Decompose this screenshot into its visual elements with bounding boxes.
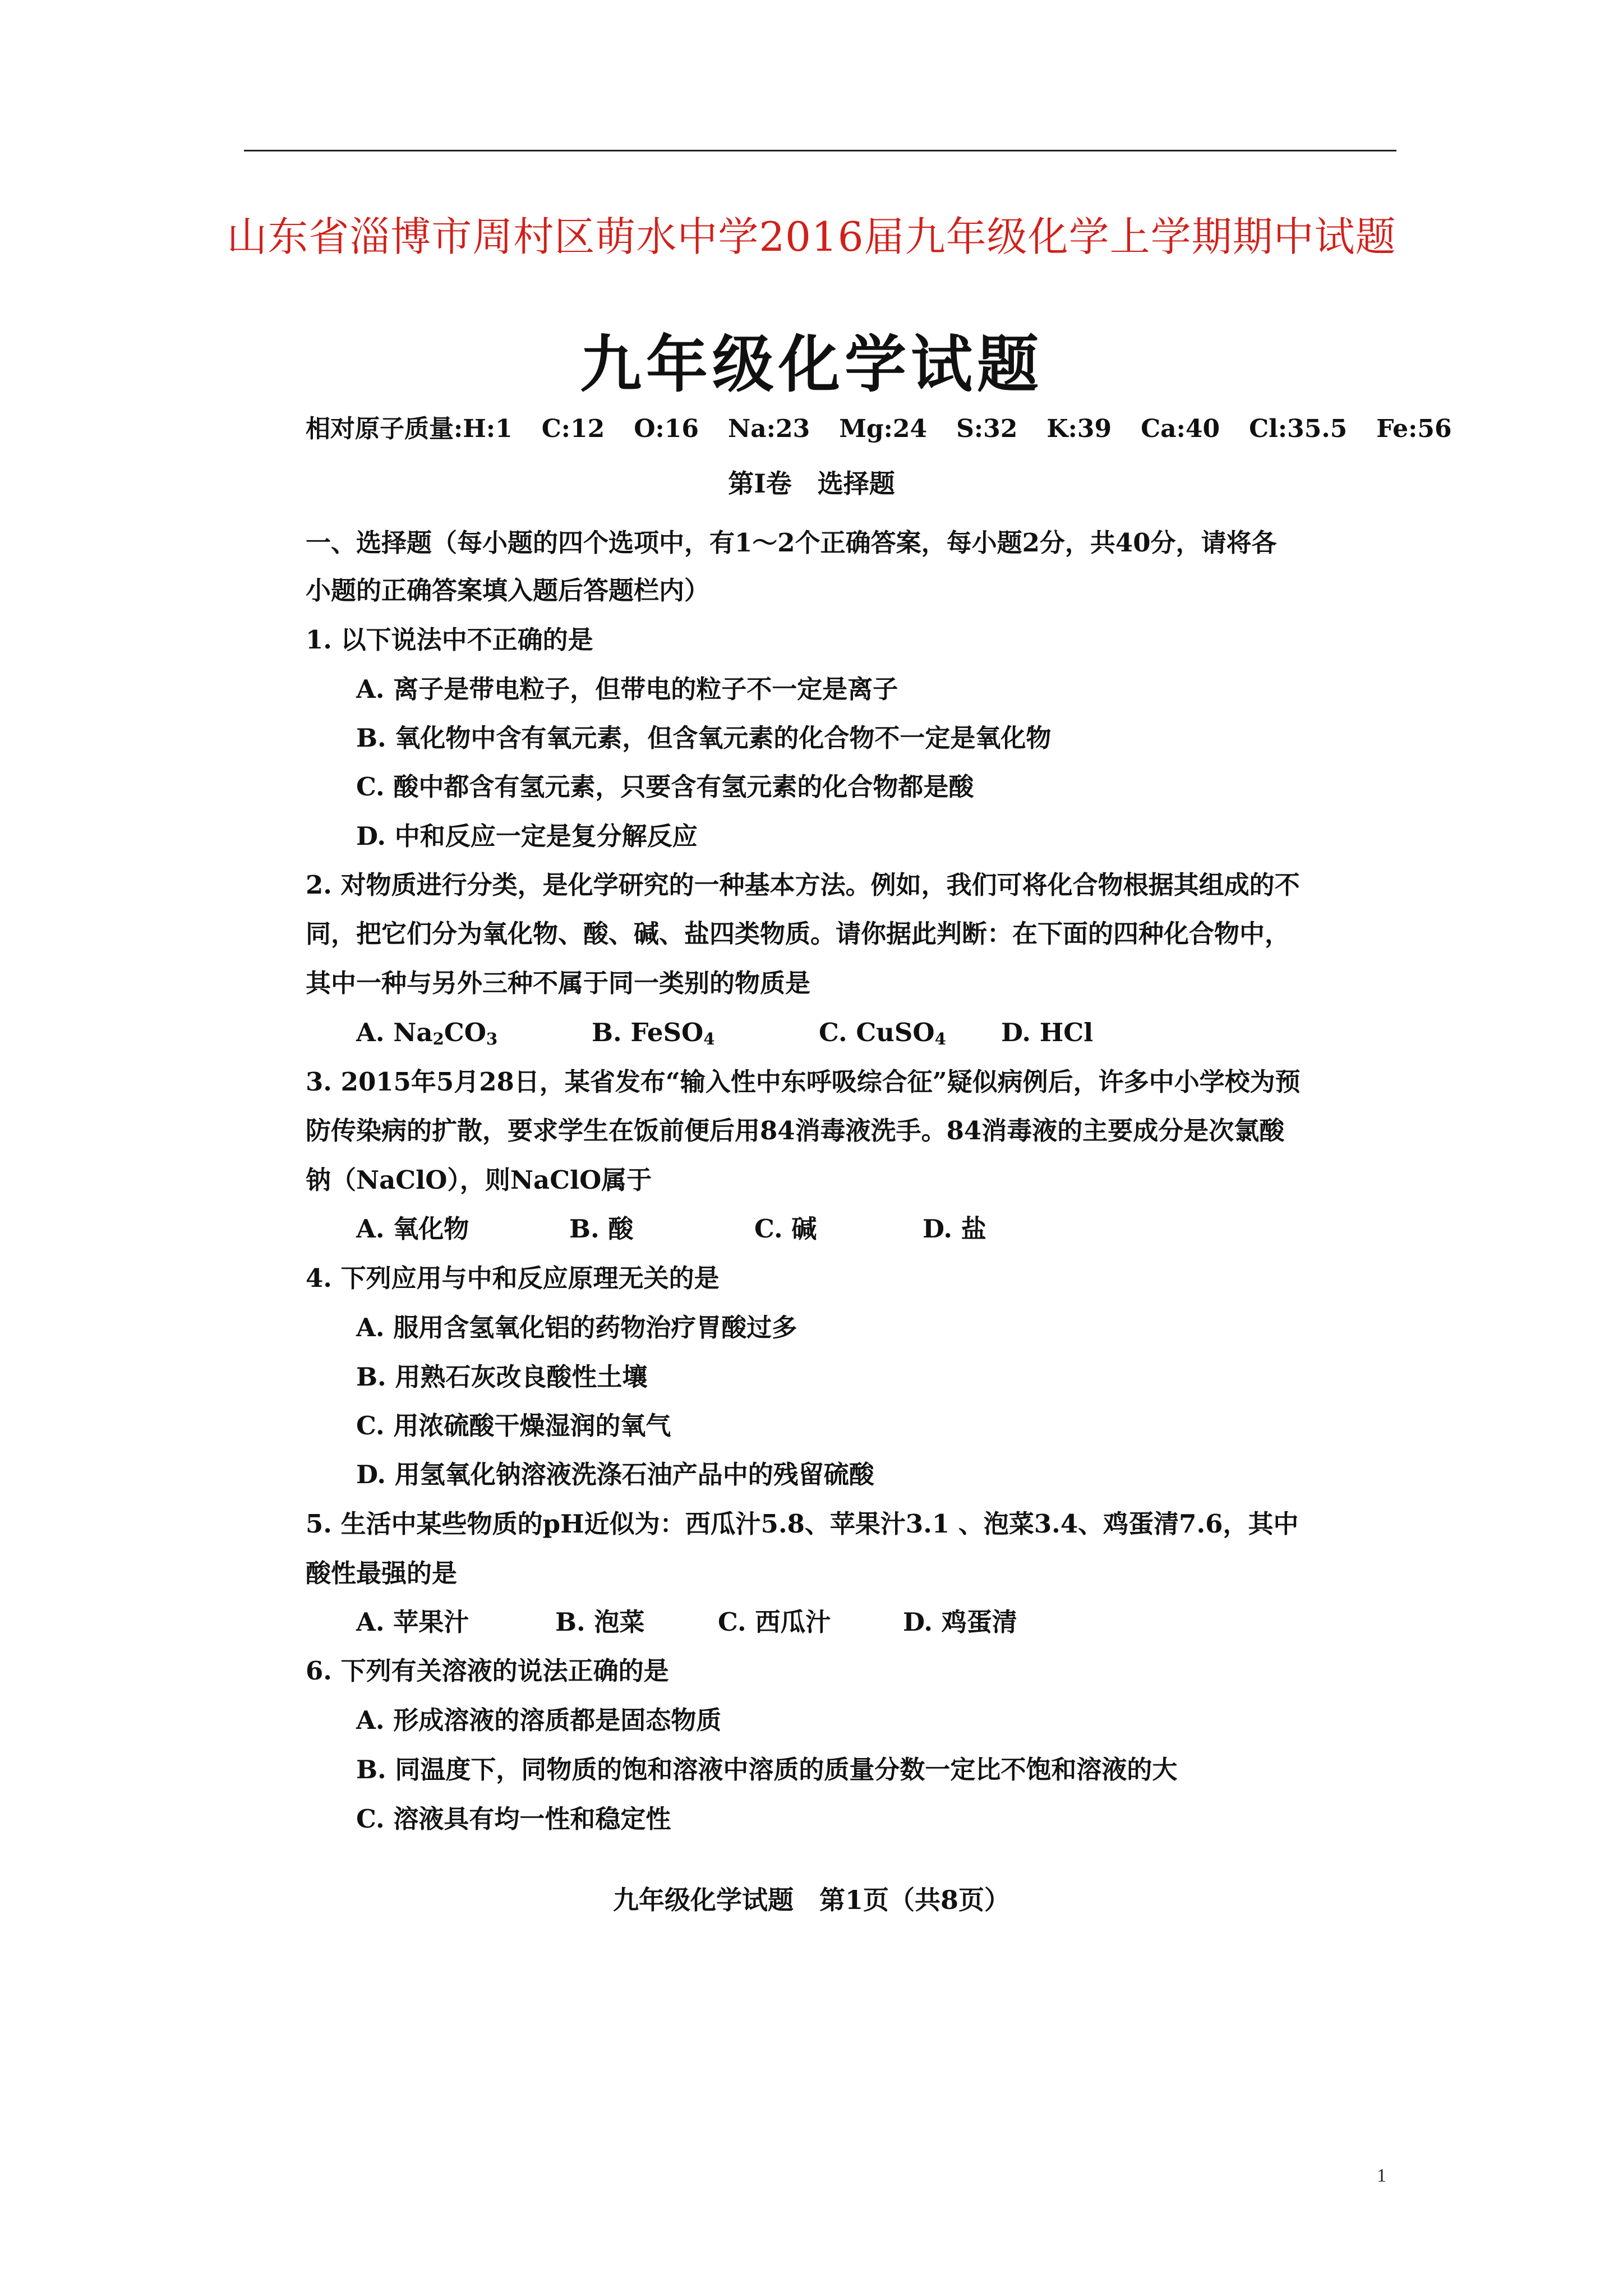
question-6-option: C. 溶液具有均一性和稳定性 <box>356 1804 671 1834</box>
question-1-option: A. 离子是带电粒子，但带电的粒子不一定是离子 <box>356 674 898 704</box>
atomic-mass-item: C:12 <box>541 415 605 443</box>
question-3-option: D. 盐 <box>923 1214 986 1244</box>
header-rule <box>244 150 1396 151</box>
question-3-option: B. 酸 <box>569 1214 634 1244</box>
question-3-stem: 钠（NaClO），则NaClO属于 <box>306 1165 652 1195</box>
atomic-mass-item: Ca:40 <box>1141 415 1220 443</box>
question-5-option: D. 鸡蛋清 <box>903 1607 1017 1637</box>
question-6-stem: 6. 下列有关溶液的说法正确的是 <box>306 1656 669 1686</box>
question-1-stem: 1. 以下说法中不正确的是 <box>306 625 593 655</box>
question-3-option: A. 氧化物 <box>356 1214 469 1244</box>
page-title: 九年级化学试题 <box>580 328 1043 401</box>
question-2-stem: 其中一种与另外三种不属于同一类别的物质是 <box>306 968 811 998</box>
atomic-mass-item: O:16 <box>634 415 699 443</box>
question-3-options <box>356 1212 986 1246</box>
question-4-option: A. 服用含氢氧化铝的药物治疗胃酸过多 <box>356 1313 797 1342</box>
question-6-option: B. 同温度下，同物质的饱和溶液中溶质的质量分数一定比不饱和溶液的大 <box>356 1755 1178 1784</box>
question-2-stem: 2. 对物质进行分类，是化学研究的一种基本方法。例如，我们可将化合物根据其组成的不 <box>306 870 1300 900</box>
question-3-stem: 3. 2015年5月28日，某省发布“输入性中东呼吸综合征”疑似病例后，许多中小学校为预 <box>306 1067 1301 1097</box>
question-4-stem: 4. 下列应用与中和反应原理无关的是 <box>306 1263 720 1293</box>
section-title: 第Ⅰ卷 选择题 <box>728 468 895 499</box>
question-3-option: C. 碱 <box>754 1214 817 1244</box>
question-4-option: D. 用氢氧化钠溶液洗涤石油产品中的残留硫酸 <box>356 1460 874 1489</box>
atomic-mass-item: K:39 <box>1046 415 1112 443</box>
question-5-options <box>356 1605 1017 1640</box>
instructions-line: 一、选择题（每小题的四个选项中，有1～2个正确答案，每小题2分，共40分，请将各 <box>306 528 1277 558</box>
question-2-options <box>356 1015 1093 1056</box>
question-1-option: C. 酸中都含有氢元素，只要含有氢元素的化合物都是酸 <box>356 772 974 802</box>
question-5-stem: 5. 生活中某些物质的pH近似为：西瓜汁5.8、苹果汁3.1 、泡菜3.4、鸡蛋清7.6，其中 <box>306 1509 1299 1539</box>
atomic-masses-label: 相对原子质量: <box>306 415 463 443</box>
atomic-mass-item: Na:23 <box>728 415 810 443</box>
instructions-line: 小题的正确答案填入题后答题栏内） <box>306 576 710 605</box>
question-2-option-c: C. CuSO$_4$ <box>819 1018 946 1048</box>
question-4-option: B. 用熟石灰改良酸性土壤 <box>356 1362 648 1392</box>
atomic-mass-item: S:32 <box>956 415 1018 443</box>
page-footer: 九年级化学试题 第1页（共8页） <box>612 1885 1010 1915</box>
question-6-option: A. 形成溶液的溶质都是固态物质 <box>356 1705 722 1735</box>
red-title: 山东省淄博市周村区萌水中学2016届九年级化学上学期期中试题 <box>227 213 1396 260</box>
atomic-mass-item: Cl:35.5 <box>1249 415 1348 443</box>
question-2-option-a: A. $Na_2CO_3$ <box>356 1018 498 1048</box>
question-2-stem: 同，把它们分为氧化物、酸、碱、盐四类物质。请你据此判断：在下面的四种化合物中， <box>306 919 1290 949</box>
question-1-option: B. 氧化物中含有氧元素，但含氧元素的化合物不一定是氧化物 <box>356 723 1052 753</box>
question-3-stem: 防传染病的扩散，要求学生在饭前便后用84消毒液洗手。84消毒液的主要成分是次氯酸 <box>306 1116 1285 1145</box>
question-2-option-d: D. HCl <box>1001 1018 1094 1047</box>
question-5-option: C. 西瓜汁 <box>718 1607 831 1637</box>
question-4-option: C. 用浓硫酸干燥湿润的氧气 <box>356 1411 671 1441</box>
atomic-mass-item: Fe:56 <box>1376 415 1452 443</box>
page-number: 1 <box>1377 2165 1386 2186</box>
atomic-masses <box>306 412 1452 446</box>
question-2-option-b: B. FeSO$_4$ <box>592 1018 715 1048</box>
question-5-stem: 酸性最强的是 <box>306 1558 458 1588</box>
atomic-mass-item: H:1 <box>463 415 513 443</box>
question-1-option: D. 中和反应一定是复分解反应 <box>356 821 698 851</box>
question-5-option: A. 苹果汁 <box>356 1607 469 1637</box>
atomic-mass-item: Mg:24 <box>839 415 928 443</box>
question-5-option: B. 泡菜 <box>555 1607 645 1637</box>
